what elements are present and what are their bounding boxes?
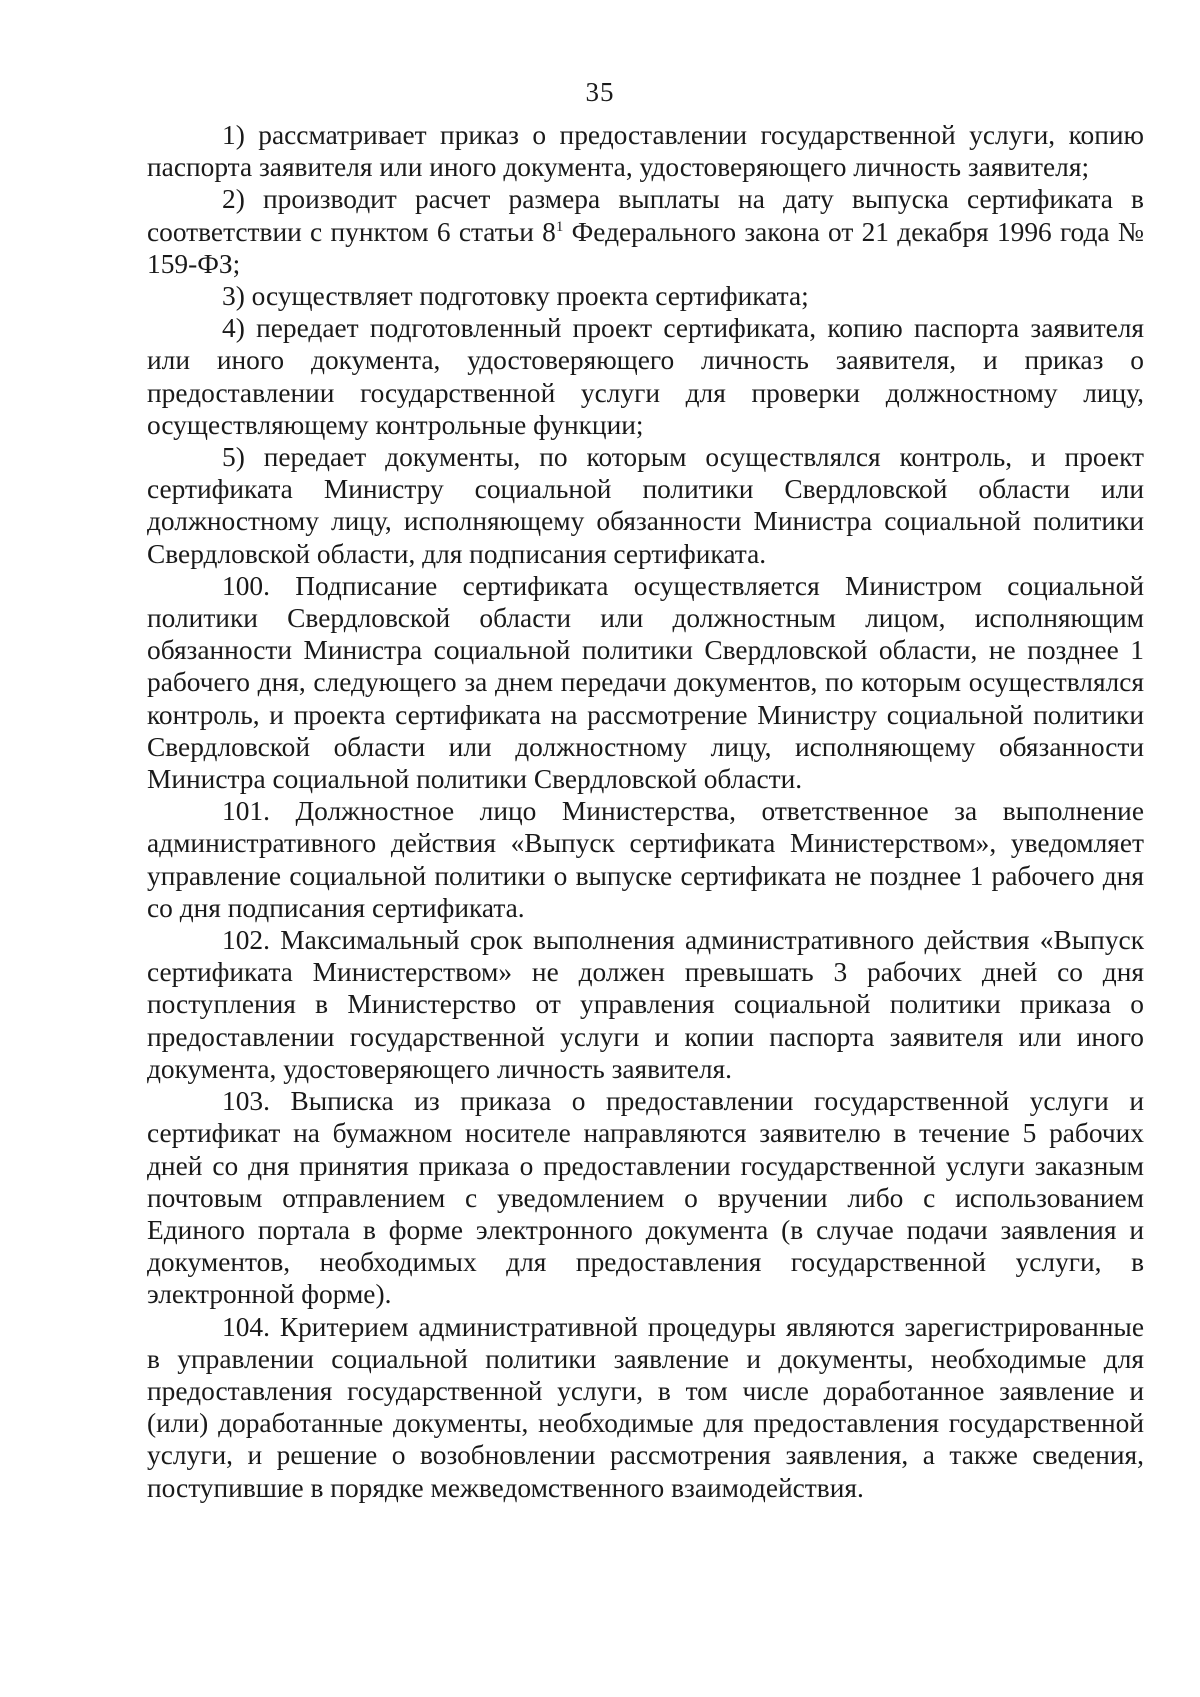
paragraph-item-2 [147, 183, 1144, 280]
paragraph-101: 101. Должностное лицо Министерства, ответственное за выполнение административного действия «Выпуск сертификата Министерством», уведомляет управление социальной политики о выпуске сертификата не позднее 1 рабочего дня со дня подписания сертификата. [147, 796, 1144, 923]
superscript-index: 1 [555, 218, 564, 235]
paragraph-104: 104. Критерием административной процедуры являются зарегистрированные в управлении социальной политики заявление и документы, необходимые для предоставления государственной услуги, в том числе доработанное заявление и (или) доработанные документы, необходимые для предоставления государственной услуги, и решение о возобновлении рассмотрения заявления, а также сведения, поступившие в порядке межведомственного взаимодействия. [147, 1311, 1144, 1503]
paragraph-item-2-text: 2) производит расчет размера выплаты на дату выпуска сертификата в соответствии с пунктом 6 статьи 8 [147, 184, 1144, 247]
page-number: 35 [585, 77, 615, 107]
paragraph-103: 103. Выписка из приказа о предоставлении государственной услуги и сертификат на бумажном носителе направляются заявителю в течение 5 рабочих дней со дня принятия приказа о предоставлении государственной услуги заказным почтовым отправлением с уведомлением о вручении либо с использованием Единого портала в форме электронного документа (в случае подачи заявления и документов, необходимых для предоставления государственной услуги, в электронной форме). [147, 1086, 1144, 1310]
paragraph-102: 102. Максимальный срок выполнения административного действия «Выпуск сертификата Министерством» не должен превышать 3 рабочих дней со дня поступления в Министерство от управления социальной политики приказа о предоставлении государственной услуги и копии паспорта заявителя или иного документа, удостоверяющего личность заявителя. [147, 925, 1144, 1084]
paragraph-item-2-tail: Федерального закона от 21 декабря 1996 года № 159-ФЗ; [147, 216, 1144, 279]
paragraph-item-5: 5) передает документы, по которым осуществлялся контроль, и проект сертификата Министру социальной политики Свердловской области или должностному лицу, исполняющему обязанности Министра социальной политики Свердловской области, для подписания сертификата. [147, 442, 1144, 569]
paragraph-item-1: 1) рассматривает приказ о предоставлении государственной услуги, копию паспорта заявителя или иного документа, удостоверяющего личность заявителя; [147, 120, 1144, 183]
paragraph-100: 100. Подписание сертификата осуществляется Министром социальной политики Свердловской области или должностным лицом, исполняющим обязанности Министра социальной политики Свердловской области, не позднее 1 рабочего дня, следующего за днем передачи документов, по которым осуществлялся контроль, и проекта сертификата на рассмотрение Министру социальной политики Свердловской области или должностному лицу, исполняющему обязанности Министра социальной политики Свердловской области. [147, 570, 1144, 795]
document-body [147, 119, 1144, 1504]
paragraph-item-4: 4) передает подготовленный проект сертификата, копию паспорта заявителя или иного документа, удостоверяющего личность заявителя, и приказ о предоставлении государственной услуги для проверки должностному лицу, осуществляющему контрольные функции; [147, 313, 1144, 440]
paragraph-item-3: 3) осуществляет подготовку проекта сертификата; [222, 281, 809, 312]
